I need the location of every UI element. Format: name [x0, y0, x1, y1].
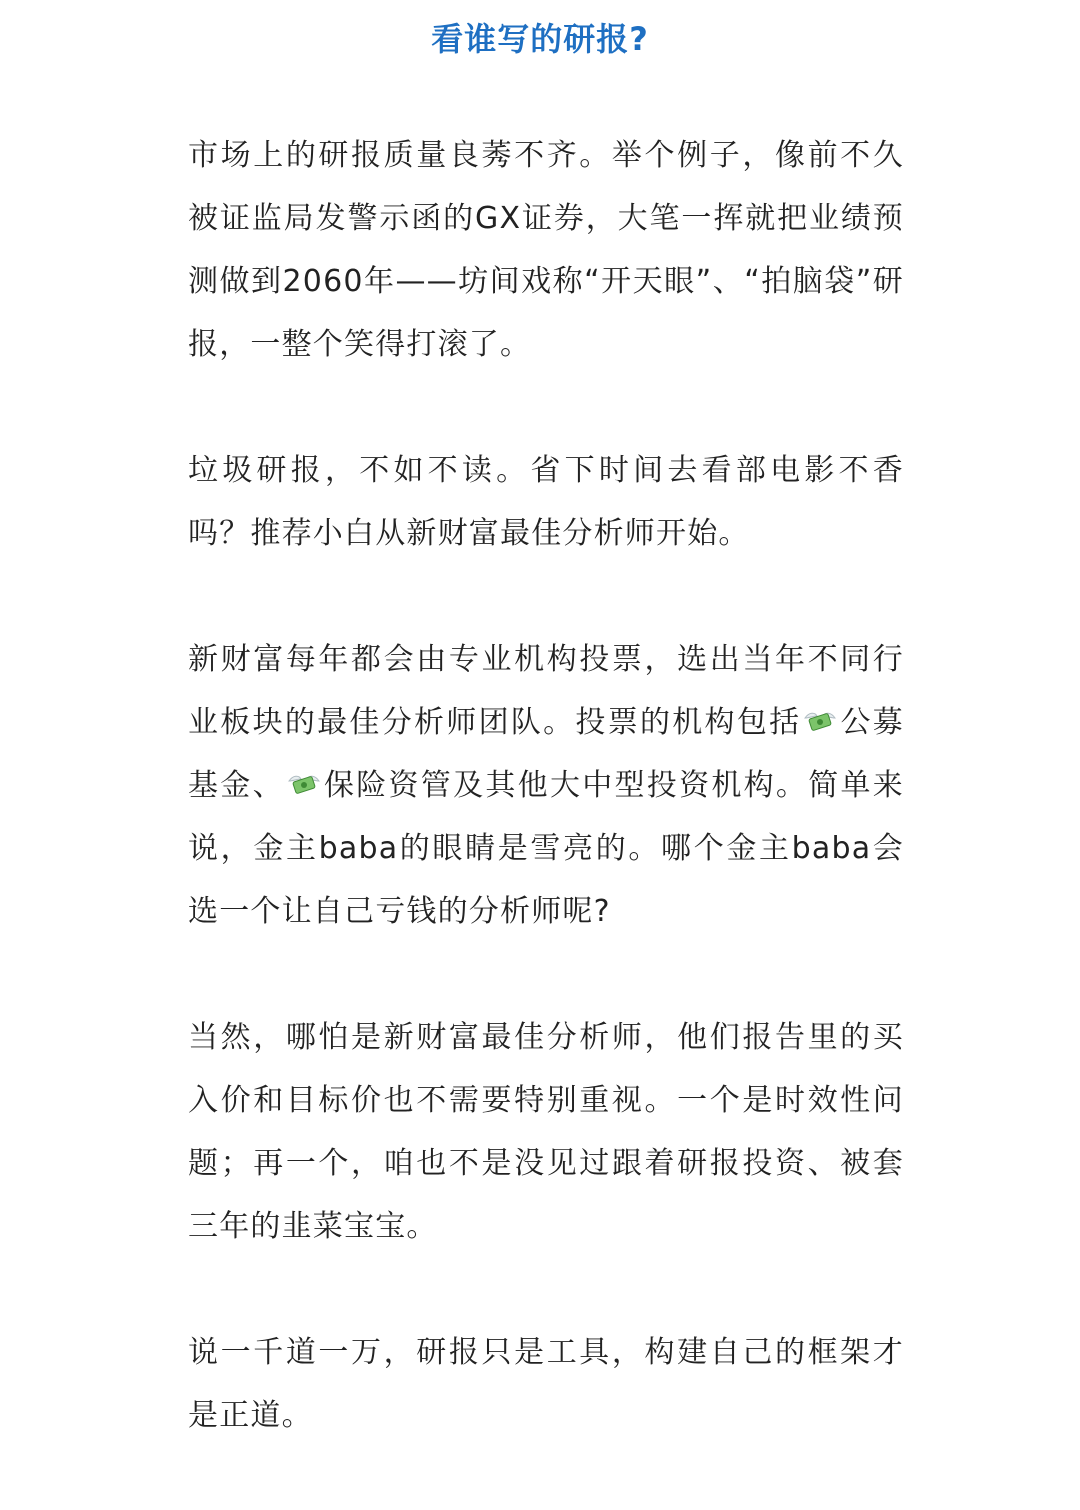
paragraph-3-part-b: 公募基金、: [188, 705, 904, 803]
article-body: [188, 124, 904, 1510]
paragraph-5: 说一千道一万，研报只是工具，构建自己的框架才是正道。: [188, 1335, 904, 1433]
paragraph-4: 当然，哪怕是新财富最佳分析师，他们报告里的买入价和目标价也不需要特别重视。一个是时效性问题；再一个，咱也不是没见过跟着研报投资、被套三年的韭菜宝宝。: [188, 1020, 904, 1244]
paragraph-1: 市场上的研报质量良莠不齐。举个例子，像前不久被证监局发警示函的GX证券，大笔一挥就把业绩预测做到2060年——坊间戏称“开天眼”、“拍脑袋”研报，一整个笑得打滚了。: [188, 138, 904, 362]
paragraph-3: [188, 628, 904, 943]
paragraph-3-part-a: 新财富每年都会由专业机构投票，选出当年不同行业板块的最佳分析师团队。投票的机构包括: [188, 642, 904, 740]
article-title: 看谁写的研报?: [431, 20, 649, 58]
money-with-wings-icon: [803, 706, 837, 736]
money-with-wings-icon: [287, 769, 321, 799]
paragraph-3-part-c: 保险资管及其他大中型投资机构。简单来说，金主baba的眼睛是雪亮的。哪个金主baba会选一个让自己亏钱的分析师呢?: [188, 768, 904, 929]
paragraph-2: 垃圾研报，不如不读。省下时间去看部电影不香吗？推荐小白从新财富最佳分析师开始。: [188, 453, 904, 551]
